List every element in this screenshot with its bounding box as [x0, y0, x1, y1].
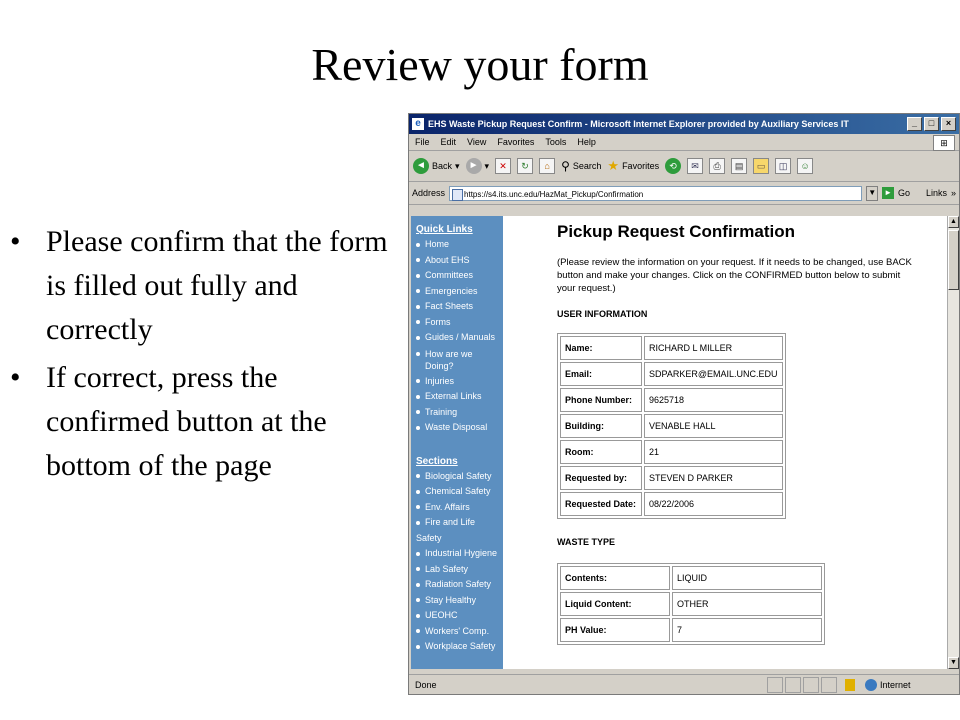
- menu-view[interactable]: View: [467, 137, 487, 147]
- nav-label: How are we Doing?: [425, 348, 473, 371]
- nav-item-committees[interactable]: [411, 268, 503, 284]
- field-label: Liquid Content:: [560, 592, 670, 616]
- address-bar: [409, 182, 959, 205]
- go-button[interactable]: Go: [897, 188, 910, 198]
- nav-item-waste-disposal[interactable]: [411, 420, 503, 436]
- favorites-button[interactable]: [607, 158, 659, 174]
- messenger-icon[interactable]: ☺: [797, 158, 813, 174]
- bullet-icon: [416, 352, 420, 356]
- nav-label: External Links: [425, 391, 482, 401]
- stop-icon[interactable]: ✕: [495, 158, 511, 174]
- nav-item-guides[interactable]: [411, 330, 503, 346]
- search-label: Search: [572, 161, 602, 171]
- bullet-icon: [416, 410, 420, 414]
- bullet-icon: [416, 426, 420, 430]
- nav-label: Emergencies: [425, 285, 478, 296]
- field-value: 21: [644, 440, 783, 464]
- bullet-icon: [416, 258, 420, 262]
- mail-icon[interactable]: ✉: [687, 158, 703, 174]
- bullet-icon: [416, 320, 420, 324]
- field-value: LIQUID: [672, 566, 822, 590]
- bullet-icon: [416, 336, 420, 340]
- bullet-icon: [416, 645, 420, 649]
- status-cell: [785, 677, 801, 693]
- menu-edit[interactable]: Edit: [440, 137, 457, 147]
- bullet-icon: [416, 474, 420, 478]
- status-text: Done: [415, 679, 437, 690]
- nav-label: Fire and Life Safety: [416, 517, 476, 543]
- windows-logo-icon: ⊞: [933, 135, 955, 151]
- address-input[interactable]: [449, 186, 862, 201]
- nav-item-injuries[interactable]: [411, 374, 503, 390]
- nav-item-env-affairs[interactable]: [411, 500, 503, 516]
- address-label: Address: [412, 188, 446, 198]
- status-cell: [767, 677, 783, 693]
- bullet-icon: [416, 552, 420, 556]
- vertical-scrollbar[interactable]: [947, 216, 959, 669]
- address-url: https://s4.its.unc.edu/HazMat_Pickup/Confirmation: [464, 189, 644, 199]
- print-icon[interactable]: ⎙: [709, 158, 725, 174]
- table-row: [560, 592, 822, 616]
- nav-item-chemical-safety[interactable]: [411, 484, 503, 500]
- nav-label: Training: [425, 406, 458, 417]
- field-label: PH Value:: [560, 618, 670, 642]
- table-row: [560, 618, 822, 642]
- bullet-icon: [416, 305, 420, 309]
- dropdown-icon: ▾: [455, 160, 460, 171]
- field-value: 9625718: [644, 388, 783, 412]
- home-icon[interactable]: ⌂: [539, 158, 555, 174]
- nav-label: Home: [425, 239, 450, 249]
- dropdown-icon: ▾: [484, 160, 490, 171]
- quick-links-heading[interactable]: Quick Links: [416, 224, 473, 235]
- nav-item-about[interactable]: [411, 253, 503, 269]
- main-content: [557, 216, 937, 645]
- maximize-button[interactable]: □: [924, 117, 939, 131]
- user-info-table: [557, 333, 786, 519]
- field-value: STEVEN D PARKER: [644, 466, 783, 490]
- field-label: Email:: [560, 362, 642, 386]
- nav-item-lab-safety[interactable]: [411, 562, 503, 578]
- field-label: Building:: [560, 414, 642, 438]
- scroll-up-icon[interactable]: ▲: [948, 216, 959, 228]
- ie-logo-icon: e: [412, 118, 424, 130]
- search-icon: ⚲: [561, 159, 570, 173]
- sections-heading[interactable]: Sections: [416, 455, 458, 467]
- globe-icon: [865, 679, 877, 691]
- field-label: Name:: [560, 336, 642, 360]
- nav-label: Injuries: [425, 375, 455, 386]
- window-controls: [907, 117, 956, 131]
- browser-window: [408, 113, 960, 695]
- table-row: [560, 388, 783, 412]
- nav-item-how-are-we-doing[interactable]: [411, 346, 503, 374]
- bullet-item: [10, 356, 395, 488]
- table-row: [560, 440, 783, 464]
- bullet-icon: [416, 521, 420, 525]
- nav-label: Radiation Safety: [425, 579, 492, 589]
- page-intro: (Please review the information on your request. If it needs to be changed, use BACK button and make your changes. Click on the CONFIRMED button below to submit your request.): [557, 257, 912, 294]
- page-icon: [452, 189, 463, 201]
- nav-label: Committees: [425, 270, 474, 280]
- table-row: [560, 466, 783, 490]
- bullet-icon: [416, 490, 420, 494]
- field-label: Requested by:: [560, 466, 642, 490]
- forward-arrow-icon: ►: [466, 158, 482, 174]
- bullet-dot-icon: •: [10, 225, 21, 258]
- back-button[interactable]: [413, 158, 460, 174]
- edit-icon[interactable]: ▤: [731, 158, 747, 174]
- scroll-down-icon[interactable]: ▼: [948, 657, 959, 669]
- nav-item-biological-safety[interactable]: [411, 469, 503, 485]
- field-label: Requested Date:: [560, 492, 642, 516]
- page-title: Pickup Request Confirmation: [557, 222, 796, 241]
- field-value: SDPARKER@EMAIL.UNC.EDU: [644, 362, 783, 386]
- nav-label: Industrial Hygiene: [425, 548, 498, 558]
- field-label: Phone Number:: [560, 388, 642, 412]
- user-info-heading: USER INFORMATION: [557, 309, 648, 319]
- security-zone: [865, 679, 911, 691]
- nav-label: About EHS: [425, 254, 470, 265]
- side-navigation: [411, 216, 503, 669]
- nav-item-training[interactable]: [411, 405, 503, 421]
- search-button[interactable]: [561, 159, 601, 173]
- window-titlebar[interactable]: [409, 114, 959, 134]
- menu-bar: [409, 134, 959, 151]
- back-arrow-icon: ◄: [413, 158, 429, 174]
- nav-item-external-links[interactable]: [411, 389, 503, 405]
- table-row: [560, 336, 783, 360]
- window-title: EHS Waste Pickup Request Confirm - Microsoft Internet Explorer provided by Auxiliary Services IT: [428, 119, 849, 129]
- bullet-text: Please confirm that the form is filled out fully and correctly: [46, 225, 388, 346]
- nav-item-fire-life-safety[interactable]: [411, 515, 503, 546]
- toolbar: [409, 151, 959, 182]
- waste-type-heading: WASTE TYPE: [557, 537, 616, 547]
- nav-label: UEOHC: [425, 610, 458, 620]
- nav-item-ueohc[interactable]: [411, 608, 503, 624]
- nav-label: Waste Disposal: [425, 422, 488, 432]
- menu-favorites[interactable]: Favorites: [497, 137, 535, 147]
- bullet-text: If correct, press the confirmed button at the bottom of the page: [46, 361, 327, 482]
- nav-label: Stay Healthy: [425, 594, 477, 605]
- menu-help[interactable]: Help: [577, 137, 596, 147]
- research-icon[interactable]: ◫: [775, 158, 791, 174]
- history-icon[interactable]: ⟲: [665, 158, 681, 174]
- status-bar: [409, 674, 959, 694]
- nav-item-industrial-hygiene[interactable]: [411, 546, 503, 562]
- nav-item-home[interactable]: [411, 237, 503, 253]
- field-label: Room:: [560, 440, 642, 464]
- bullet-icon: [416, 379, 420, 383]
- table-row: [560, 492, 783, 516]
- nav-label: Env. Affairs: [425, 501, 470, 512]
- slide-bullets: [10, 220, 395, 492]
- zone-label: Internet: [880, 679, 911, 690]
- address-dropdown-icon[interactable]: ▼: [866, 186, 878, 201]
- nav-label: Biological Safety: [425, 470, 492, 481]
- nav-item-fact-sheets[interactable]: [411, 299, 503, 315]
- status-cell: [821, 677, 837, 693]
- bullet-icon: [416, 629, 420, 633]
- bullet-icon: [416, 505, 420, 509]
- table-row: [560, 566, 822, 590]
- nav-item-stay-healthy[interactable]: [411, 593, 503, 609]
- star-icon: ★: [607, 158, 620, 173]
- minimize-button[interactable]: _: [907, 117, 922, 131]
- go-arrow-icon[interactable]: ►: [884, 188, 892, 197]
- bullet-item: [10, 220, 395, 352]
- table-row: [560, 362, 783, 386]
- favorites-label: Favorites: [622, 161, 660, 171]
- field-value: RICHARD L MILLER: [644, 336, 783, 360]
- nav-label: Forms: [425, 316, 451, 327]
- nav-item-forms[interactable]: [411, 315, 503, 331]
- folder-icon[interactable]: ▭: [753, 158, 769, 174]
- bullet-icon: [416, 274, 420, 278]
- nav-label: Workers' Comp.: [425, 625, 490, 636]
- status-cells: [767, 677, 837, 693]
- nav-label: Chemical Safety: [425, 486, 491, 496]
- refresh-icon[interactable]: ↻: [517, 158, 533, 174]
- bullet-icon: [416, 614, 420, 618]
- lock-icon[interactable]: [845, 679, 855, 691]
- scroll-thumb[interactable]: [948, 230, 959, 290]
- nav-item-radiation-safety[interactable]: [411, 577, 503, 593]
- bullet-icon: [416, 598, 420, 602]
- close-button[interactable]: ×: [941, 117, 956, 131]
- page-viewport: [411, 216, 949, 669]
- bullet-icon: [416, 289, 420, 293]
- nav-label: Fact Sheets: [425, 301, 474, 311]
- table-row: [560, 414, 783, 438]
- menu-tools[interactable]: Tools: [545, 137, 567, 147]
- field-label: Contents:: [560, 566, 670, 590]
- nav-label: Guides / Manuals: [425, 332, 496, 342]
- field-value: VENABLE HALL: [644, 414, 783, 438]
- bullet-dot-icon: •: [10, 361, 21, 394]
- forward-button[interactable]: [466, 158, 490, 174]
- slide-title: Review your form: [311, 39, 649, 90]
- nav-item-workplace-safety[interactable]: [411, 639, 503, 655]
- bullet-icon: [416, 583, 420, 587]
- back-label: Back: [432, 161, 453, 171]
- bullet-icon: [416, 395, 420, 399]
- field-value: OTHER: [672, 592, 822, 616]
- waste-type-table: [557, 563, 825, 645]
- status-cell: [803, 677, 819, 693]
- nav-label: Lab Safety: [425, 563, 469, 574]
- chevron-right-icon[interactable]: »: [950, 188, 956, 198]
- bullet-icon: [416, 567, 420, 571]
- nav-item-emergencies[interactable]: [411, 284, 503, 300]
- nav-label: Workplace Safety: [425, 641, 496, 651]
- menu-file[interactable]: File: [415, 137, 430, 147]
- field-value: 08/22/2006: [644, 492, 783, 516]
- bullet-icon: [416, 243, 420, 247]
- links-label[interactable]: Links: [925, 188, 947, 198]
- field-value: 7: [672, 618, 822, 642]
- nav-item-workers-comp[interactable]: [411, 624, 503, 640]
